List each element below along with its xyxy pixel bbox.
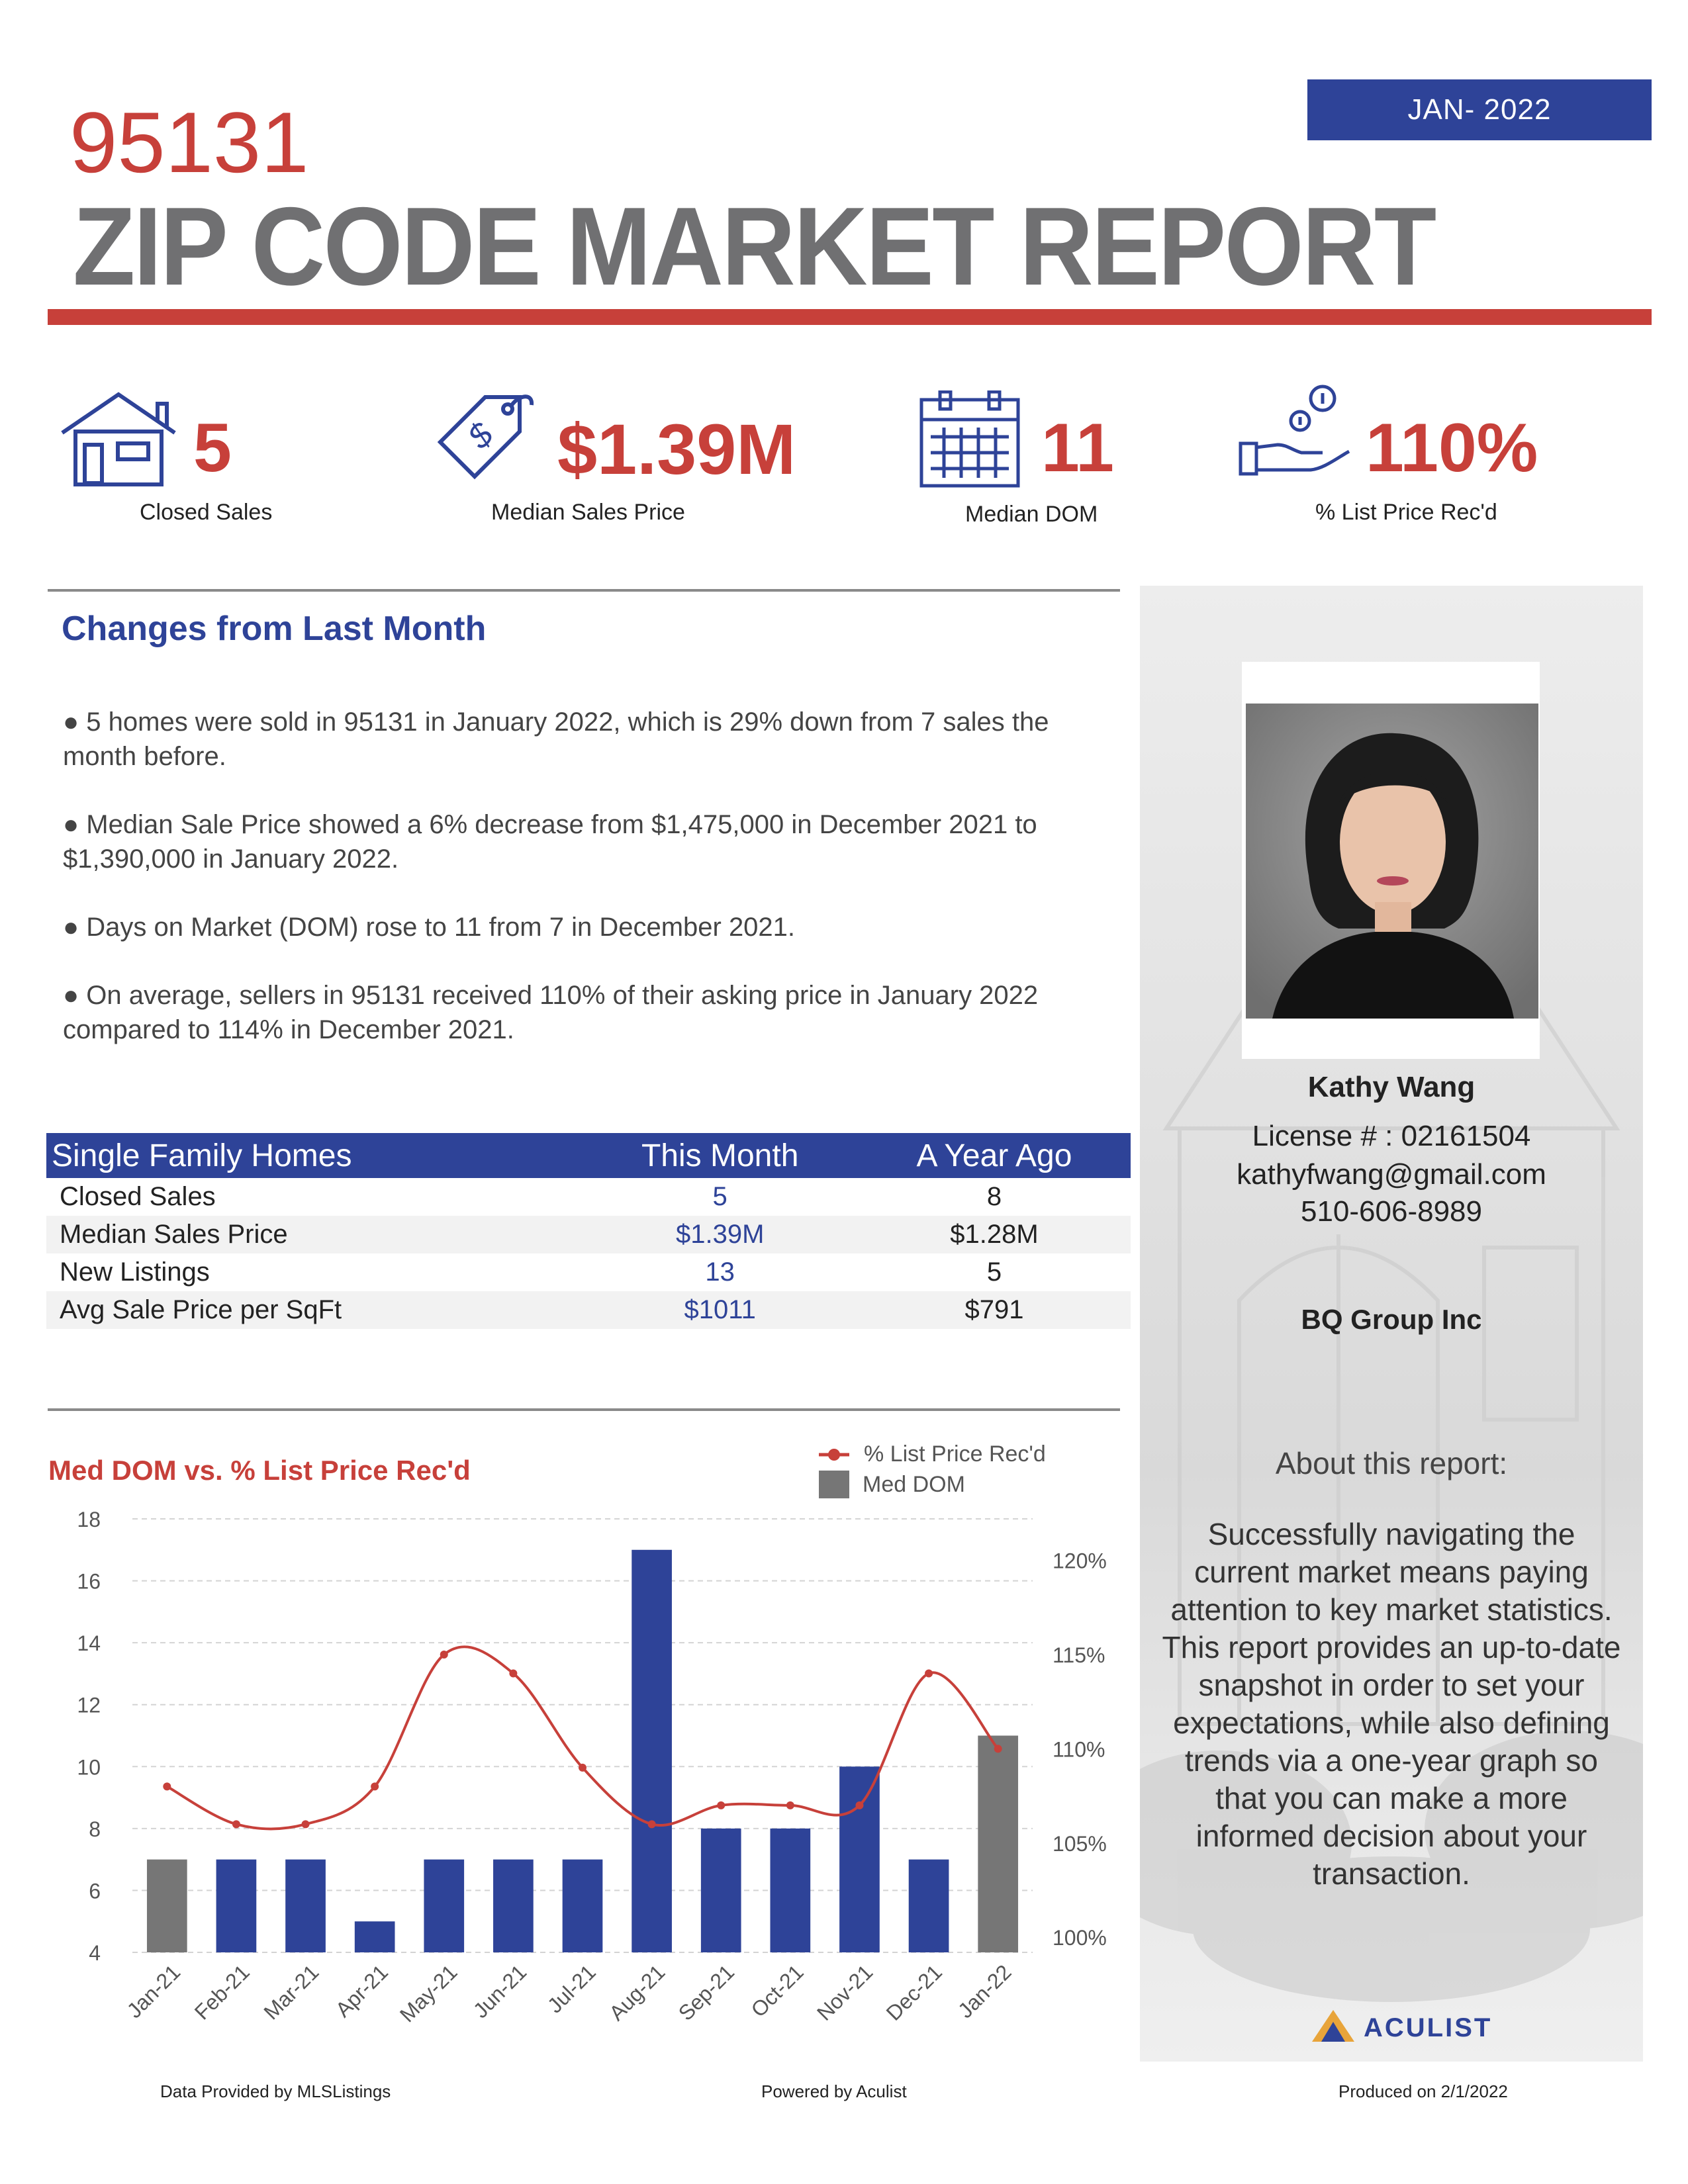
agent-company: BQ Group Inc <box>1301 1304 1482 1335</box>
point-list-price-received <box>509 1670 517 1678</box>
changes-title: Changes from Last Month <box>62 610 487 648</box>
x-axis-tick-label: Apr-21 <box>330 1960 393 2022</box>
aculist-logo-icon <box>1309 2007 1358 2044</box>
report-date-badge: JAN- 2022 <box>1307 79 1652 140</box>
table-row <box>46 1253 1131 1291</box>
price-tag-icon <box>434 390 539 490</box>
agent-phone[interactable]: 510-606-8989 <box>1300 1195 1482 1228</box>
agent-name: Kathy Wang <box>1307 1071 1476 1103</box>
x-axis-tick-label: Aug-21 <box>604 1960 670 2025</box>
x-axis-tick-label: Feb-21 <box>189 1960 254 2025</box>
table-row <box>46 1178 1131 1216</box>
change-bullet: ● 5 homes were sold in 95131 in January 2022, which is 29% down from 7 sales the month before. <box>63 707 1049 771</box>
bar-med-dom <box>424 1860 464 1952</box>
left-axis-tick-label: 18 <box>77 1508 101 1531</box>
table-cell-this-month: $1011 <box>582 1291 857 1329</box>
table-cell-metric: Closed Sales <box>60 1182 216 1211</box>
table-cell-this-month: 5 <box>712 1182 727 1211</box>
dom-vs-list-price-chart <box>40 1496 1125 2038</box>
bar-med-dom <box>632 1550 672 1952</box>
changes-bullets <box>63 705 1122 1081</box>
point-list-price-received <box>648 1820 656 1828</box>
aculist-logo <box>1309 2007 1358 2048</box>
change-bullet: ● Days on Market (DOM) rose to 11 from 7 in December 2021. <box>63 913 796 942</box>
bar-med-dom <box>285 1860 326 1952</box>
bar-med-dom <box>839 1766 880 1952</box>
x-axis-tick-label: Dec-21 <box>881 1960 947 2025</box>
left-axis-tick-label: 10 <box>77 1755 101 1780</box>
about-report-title: About this report: <box>1275 1446 1508 1480</box>
point-list-price-received <box>232 1820 240 1828</box>
x-axis-tick-label: Mar-21 <box>259 1960 324 2025</box>
agent-photo <box>1246 704 1538 1019</box>
bar-med-dom <box>493 1860 534 1952</box>
bar-med-dom <box>563 1860 603 1952</box>
right-axis-tick-label: 115% <box>1053 1643 1105 1668</box>
point-list-price-received <box>440 1651 448 1659</box>
x-axis-tick-label: Oct-21 <box>746 1960 808 2022</box>
change-bullet: ● Median Sale Price showed a 6% decrease from $1,475,000 in December 2021 to $1,390,000 in January 2022. <box>63 810 1037 874</box>
point-list-price-received <box>925 1670 933 1678</box>
table-header: A Year Ago <box>858 1133 1131 1178</box>
title-underline <box>48 309 1652 325</box>
table-header: This Month <box>582 1133 857 1178</box>
house-icon <box>57 390 180 487</box>
right-axis-tick-label: 120% <box>1053 1549 1107 1573</box>
table-header: Single Family Homes <box>46 1133 582 1178</box>
section-divider <box>48 1408 1120 1411</box>
list-price-received-label: % List Price Rec'd <box>1315 500 1497 525</box>
footer-powered-by: Powered by Aculist <box>761 2081 907 2101</box>
chart-title: Med DOM vs. % List Price Rec'd <box>48 1455 471 1486</box>
median-price-value: $1.39M <box>557 409 796 489</box>
table-cell-metric: Median Sales Price <box>46 1216 582 1253</box>
x-axis-tick-label: Nov-21 <box>812 1960 878 2025</box>
point-list-price-received <box>302 1820 310 1828</box>
section-divider <box>48 589 1120 592</box>
table-cell-this-month: $1.39M <box>582 1216 857 1253</box>
table-cell-this-month: 13 <box>705 1257 735 1287</box>
aculist-logo-text: ACULIST <box>1364 2013 1493 2042</box>
bar-med-dom <box>978 1736 1018 1953</box>
zip-code: 95131 <box>70 94 309 191</box>
bar-med-dom <box>909 1860 949 1952</box>
table-cell-metric: Avg Sale Price per SqFt <box>46 1291 582 1329</box>
point-list-price-received <box>163 1782 171 1790</box>
x-axis-tick-label: Jul-21 <box>542 1960 600 2018</box>
median-dom-value: 11 <box>1041 410 1114 486</box>
closed-sales-label: Closed Sales <box>140 500 273 525</box>
right-axis-tick-label: 110% <box>1053 1737 1105 1762</box>
bar-med-dom <box>701 1829 741 1952</box>
legend-item-line <box>818 1441 1046 1467</box>
table-cell-metric: New Listings <box>60 1257 210 1287</box>
bar-med-dom <box>216 1860 257 1952</box>
x-axis-tick-label: Jan-21 <box>122 1960 185 2023</box>
left-axis-tick-label: 12 <box>77 1693 101 1717</box>
table-cell-year-ago: 5 <box>986 1257 1002 1287</box>
median-price-label: Median Sales Price <box>491 500 685 525</box>
median-dom-label: Median DOM <box>965 502 1098 527</box>
comparison-table <box>46 1133 1131 1329</box>
point-list-price-received <box>855 1801 863 1809</box>
left-axis-tick-label: 16 <box>77 1569 101 1594</box>
table-cell-year-ago: 8 <box>986 1182 1002 1211</box>
svg-text:$: $ <box>460 415 501 457</box>
right-axis-tick-label: 105% <box>1053 1831 1107 1856</box>
about-report-body: Successfully navigating the current market means paying attention to key market statistics. This report provides an up-to-date snapshot in order to set your expectations, while also defining trends via a one-year graph so that you can make a more informed decision about your transaction. <box>1162 1517 1621 1891</box>
legend-line-label: % List Price Rec'd <box>864 1441 1046 1467</box>
table-row <box>46 1291 1131 1329</box>
left-axis-tick-label: 8 <box>89 1817 101 1841</box>
bar-med-dom <box>771 1829 811 1952</box>
bar-med-dom <box>147 1860 187 1952</box>
left-axis-tick-label: 4 <box>89 1941 101 1965</box>
legend-bar-label: Med DOM <box>863 1471 965 1497</box>
legend-line-swatch <box>818 1445 851 1465</box>
point-list-price-received <box>371 1782 379 1790</box>
left-axis-tick-label: 14 <box>77 1631 101 1656</box>
legend-bar-swatch <box>819 1471 849 1498</box>
change-bullet: ● On average, sellers in 95131 received 110% of their asking price in January 2022 compared to 114% in December 2021. <box>63 981 1039 1044</box>
x-axis-tick-label: Jan-22 <box>953 1960 1016 2023</box>
footer-data-source: Data Provided by MLSListings <box>160 2081 391 2101</box>
point-list-price-received <box>717 1801 725 1809</box>
agent-email[interactable]: kathyfwang@gmail.com <box>1237 1158 1546 1191</box>
x-axis-tick-label: Jun-21 <box>468 1960 532 2023</box>
closed-sales-value: 5 <box>193 410 232 486</box>
point-list-price-received <box>579 1764 586 1772</box>
hand-coin-icon <box>1238 384 1352 483</box>
x-axis-tick-label: Sep-21 <box>673 1960 739 2025</box>
table-cell-year-ago: $1.28M <box>858 1216 1131 1253</box>
point-list-price-received <box>994 1745 1002 1752</box>
point-list-price-received <box>786 1801 794 1809</box>
table-row <box>46 1216 1131 1253</box>
report-title: ZIP CODE MARKET REPORT <box>73 184 1435 308</box>
legend-item-bar <box>818 1471 965 1498</box>
table-cell-year-ago: $791 <box>858 1291 1131 1329</box>
x-axis-tick-label: May-21 <box>395 1960 462 2027</box>
agent-license: License # : 02161504 <box>1252 1120 1531 1152</box>
footer-produced-date: Produced on 2/1/2022 <box>1338 2081 1508 2101</box>
list-price-received-value: 110% <box>1366 410 1538 486</box>
left-axis-tick-label: 6 <box>89 1879 101 1903</box>
bar-med-dom <box>355 1921 395 1952</box>
calendar-icon <box>917 390 1022 490</box>
table-header-row <box>46 1133 1131 1178</box>
right-axis-tick-label: 100% <box>1053 1926 1107 1950</box>
